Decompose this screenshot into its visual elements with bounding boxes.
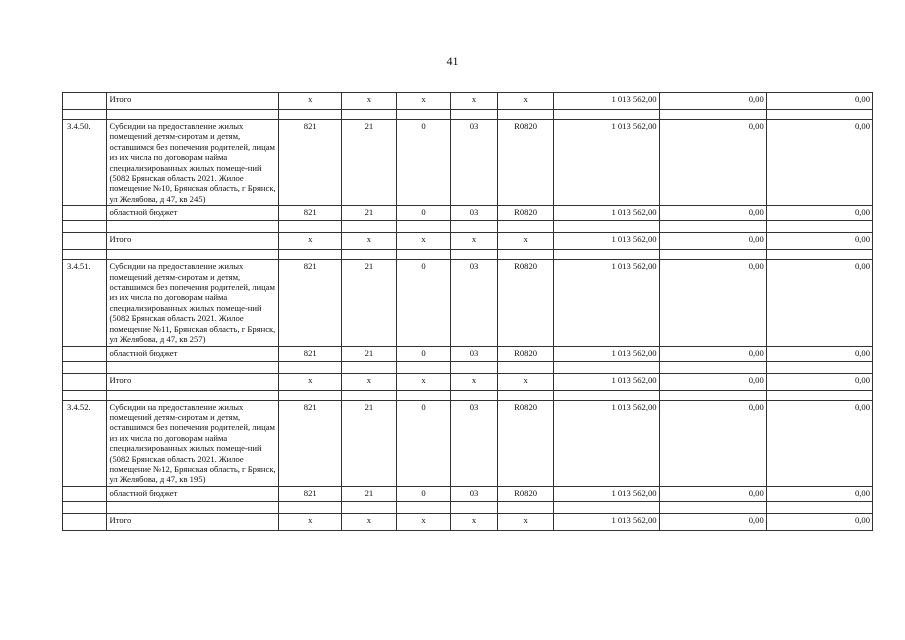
direction-code-cell: R0820 [497, 486, 554, 501]
subprogram-code-cell: 03 [451, 486, 498, 501]
row-number-cell [63, 206, 107, 221]
row-number-cell [63, 346, 107, 361]
program-code-cell: х [396, 233, 451, 250]
section-code-cell: 21 [342, 346, 397, 361]
gr-code-cell: 821 [279, 400, 342, 486]
section-code-cell: 21 [342, 206, 397, 221]
row-name-cell: Итого [107, 373, 279, 390]
amount-2022-cell: 0,00 [659, 233, 766, 250]
row-name-cell: Субсидии на предоставление жилых помещений детям-сиротам и детям, оставшимся без попечения родителей, лицам из их числа по договорам найма специализированных жилых помеще-ний (5082 Брянская область 2021. Жилое помещение №11, Брянская область, г Брянск, ул Желябова, д 47, кв 257) [107, 260, 279, 346]
table-body [63, 93, 873, 531]
amount-2022-cell: 0,00 [659, 260, 766, 346]
gr-code-cell: 821 [279, 120, 342, 206]
row-name-cell: Итого [107, 233, 279, 250]
direction-code-cell: х [497, 373, 554, 390]
amount-2022-cell: 0,00 [659, 513, 766, 530]
row-name-cell: Субсидии на предоставление жилых помещений детям-сиротам и детям, оставшимся без попечения родителей, лицам из их числа по договорам найма специализированных жилых помеще-ний (5082 Брянская область 2021. Жилое помещение №10, Брянская область, г Брянск, ул Желябова, д 47, кв 245) [107, 120, 279, 206]
program-code-cell: 0 [396, 400, 451, 486]
section-code-cell: 21 [342, 486, 397, 501]
gr-code-cell: 821 [279, 346, 342, 361]
section-code-cell: 21 [342, 400, 397, 486]
amount-2023-cell: 0,00 [766, 373, 872, 390]
amount-2023-cell: 0,00 [766, 346, 872, 361]
amount-2023-cell: 0,00 [766, 93, 872, 110]
subprogram-code-cell: х [451, 93, 498, 110]
row-name-cell: областной бюджет [107, 206, 279, 221]
direction-code-cell: х [497, 233, 554, 250]
row-name-cell: областной бюджет [107, 346, 279, 361]
table-row [63, 486, 873, 501]
row-name-cell: областной бюджет [107, 486, 279, 501]
table-row [63, 400, 873, 486]
amount-2021-cell: 1 013 562,00 [554, 513, 659, 530]
row-number-cell: 3.4.51. [63, 260, 107, 346]
amount-2021-cell: 1 013 562,00 [554, 233, 659, 250]
row-number-cell [63, 373, 107, 390]
direction-code-cell: х [497, 93, 554, 110]
subprogram-code-cell: х [451, 513, 498, 530]
row-name-cell: Итого [107, 513, 279, 530]
table-row [63, 260, 873, 346]
direction-code-cell: R0820 [497, 346, 554, 361]
gr-code-cell: 821 [279, 486, 342, 501]
budget-table [62, 92, 873, 531]
subprogram-code-cell: 03 [451, 400, 498, 486]
subprogram-code-cell: х [451, 373, 498, 390]
table-row [63, 513, 873, 530]
block-separator [63, 390, 873, 400]
section-code-cell: х [342, 513, 397, 530]
table-row [63, 233, 873, 250]
amount-2022-cell: 0,00 [659, 206, 766, 221]
gr-code-cell: х [279, 233, 342, 250]
gr-code-cell: 821 [279, 206, 342, 221]
gr-code-cell: х [279, 513, 342, 530]
row-number-cell [63, 486, 107, 501]
amount-2022-cell: 0,00 [659, 373, 766, 390]
row-number-cell: 3.4.50. [63, 120, 107, 206]
direction-code-cell: R0820 [497, 206, 554, 221]
subprogram-code-cell: 03 [451, 206, 498, 221]
section-code-cell: х [342, 93, 397, 110]
direction-code-cell: R0820 [497, 120, 554, 206]
row-spacer [63, 501, 873, 513]
subprogram-code-cell: 03 [451, 346, 498, 361]
amount-2023-cell: 0,00 [766, 120, 872, 206]
amount-2023-cell: 0,00 [766, 206, 872, 221]
row-number-cell [63, 93, 107, 110]
table-row [63, 373, 873, 390]
block-separator [63, 250, 873, 260]
amount-2022-cell: 0,00 [659, 120, 766, 206]
program-code-cell: 0 [396, 486, 451, 501]
amount-2021-cell: 1 013 562,00 [554, 486, 659, 501]
amount-2023-cell: 0,00 [766, 513, 872, 530]
gr-code-cell: 821 [279, 260, 342, 346]
gr-code-cell: х [279, 93, 342, 110]
amount-2023-cell: 0,00 [766, 260, 872, 346]
table-row [63, 206, 873, 221]
row-number-cell: 3.4.52. [63, 400, 107, 486]
subprogram-code-cell: х [451, 233, 498, 250]
program-code-cell: х [396, 373, 451, 390]
section-code-cell: х [342, 233, 397, 250]
gr-code-cell: х [279, 373, 342, 390]
row-number-cell [63, 513, 107, 530]
program-code-cell: 0 [396, 346, 451, 361]
program-code-cell: 0 [396, 260, 451, 346]
program-code-cell: 0 [396, 120, 451, 206]
row-spacer [63, 361, 873, 373]
amount-2021-cell: 1 013 562,00 [554, 346, 659, 361]
table-row [63, 93, 873, 110]
table-row [63, 346, 873, 361]
amount-2023-cell: 0,00 [766, 400, 872, 486]
amount-2021-cell: 1 013 562,00 [554, 206, 659, 221]
row-spacer [63, 221, 873, 233]
section-code-cell: х [342, 373, 397, 390]
subprogram-code-cell: 03 [451, 120, 498, 206]
amount-2023-cell: 0,00 [766, 233, 872, 250]
amount-2021-cell: 1 013 562,00 [554, 373, 659, 390]
direction-code-cell: R0820 [497, 400, 554, 486]
row-number-cell [63, 233, 107, 250]
section-code-cell: 21 [342, 260, 397, 346]
program-code-cell: х [396, 93, 451, 110]
direction-code-cell: R0820 [497, 260, 554, 346]
amount-2021-cell: 1 013 562,00 [554, 260, 659, 346]
amount-2022-cell: 0,00 [659, 346, 766, 361]
amount-2022-cell: 0,00 [659, 93, 766, 110]
program-code-cell: х [396, 513, 451, 530]
block-separator [63, 110, 873, 120]
row-name-cell: Итого [107, 93, 279, 110]
row-name-cell: Субсидии на предоставление жилых помещений детям-сиротам и детям, оставшимся без попечения родителей, лицам из их числа по договорам найма специализированных жилых помеще-ний (5082 Брянская область 2021. Жилое помещение №12, Брянская область, г Брянск, ул Желябова, д 47, кв 195) [107, 400, 279, 486]
subprogram-code-cell: 03 [451, 260, 498, 346]
amount-2021-cell: 1 013 562,00 [554, 400, 659, 486]
table-row [63, 120, 873, 206]
amount-2022-cell: 0,00 [659, 486, 766, 501]
section-code-cell: 21 [342, 120, 397, 206]
program-code-cell: 0 [396, 206, 451, 221]
amount-2021-cell: 1 013 562,00 [554, 120, 659, 206]
page-number: 41 [446, 54, 459, 68]
amount-2022-cell: 0,00 [659, 400, 766, 486]
amount-2021-cell: 1 013 562,00 [554, 93, 659, 110]
direction-code-cell: х [497, 513, 554, 530]
amount-2023-cell: 0,00 [766, 486, 872, 501]
